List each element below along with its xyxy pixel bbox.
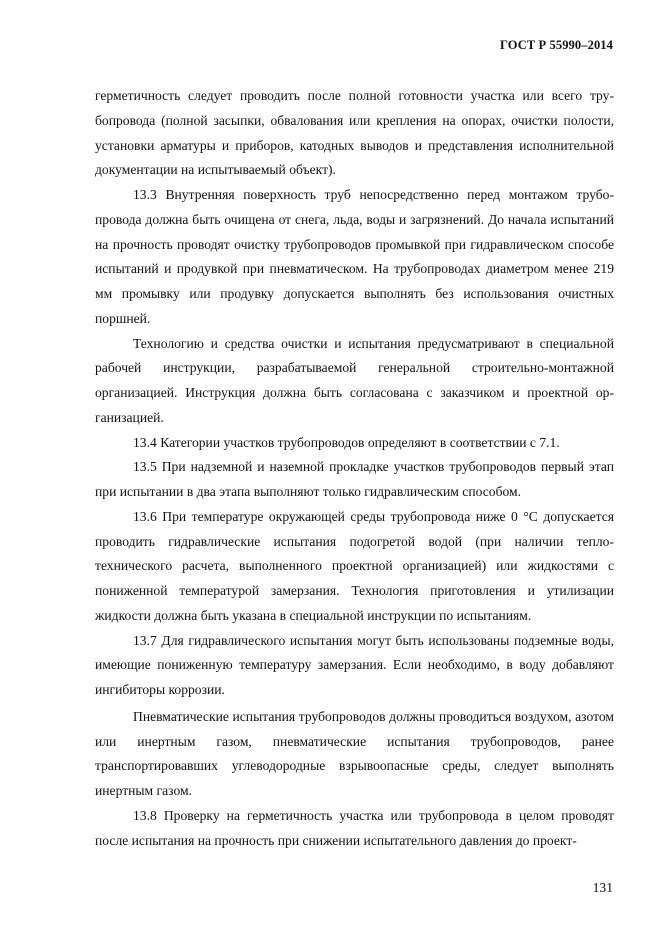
document-header: ГОСТ Р 55990–2014 [500,38,613,52]
paragraph-technology: Технологию и средства очистки и испытания предусматривают в специальной рабочей инструкции, разрабатываемой генеральной строительно-монтажной организацией. Инструкция должна быть согласована с заказчиком и проектной организацией. [95,335,614,425]
paragraph-13-6: 13.6 При температуре окружающей среды трубопровода ниже 0 °С допускается проводить гидравлические испытания подогретой водой (при наличии теплотехнического расчета, выполненного проектной организацией) или жидкостями с пониженной температурой замерзания. Технология приготовления и утилизации жидкости должна быть указана в специальной инструкции по испытаниям. [95,508,614,623]
paragraph-pneumatic: Пневматические испытания трубопроводов должны проводиться воздухом, азотом или инертным газом, пневматические испытания трубопроводов, ранее транспортировавших углеводородные взрывоопасные среды, следует выполнять инертным газом. [95,708,614,798]
paragraph-13-8: 13.8 Проверку на герметичность участка или трубопровода в целом проводят после испытания на прочность при снижении испытательного давления до проект- [95,807,614,848]
page-number: 131 [592,880,613,895]
paragraph-13-4: 13.4 Категории участков трубопроводов определяют в соответствии с 7.1. [133,434,560,450]
document-body [95,84,614,853]
paragraph-continuation: герметичность следует проводить после полной готовности участка или всего трубопровода (полной засыпки, обвалования или крепления на опорах, очистки полости, установки арматуры и приборов, катодных выводов и представления исполнительной документации на испытываемый объект). [95,88,614,178]
paragraph-13-7: 13.7 Для гидравлического испытания могут быть использованы подземные воды, имеющие пониженную температуру замерзания. Если необходимо, в воду добавляют ингибиторы коррозии. [95,632,614,697]
paragraph-13-3: 13.3 Внутренняя поверхность труб непосредственно перед монтажом трубопровода должна быть очищена от снега, льда, воды и загрязнений. До начала испытаний на прочность проводят очистку трубопроводов промывкой при гидравлическом способе испытаний и продувкой при пневматическом. На трубопроводах диаметром менее 219 мм промывку или продувку допускается выполнять без использования очистных поршней. [95,187,614,326]
paragraph-13-5: 13.5 При надземной и наземной прокладке участков трубопроводов первый этап при испытании в два этапа выполняют только гидравлическим способом. [95,459,614,499]
